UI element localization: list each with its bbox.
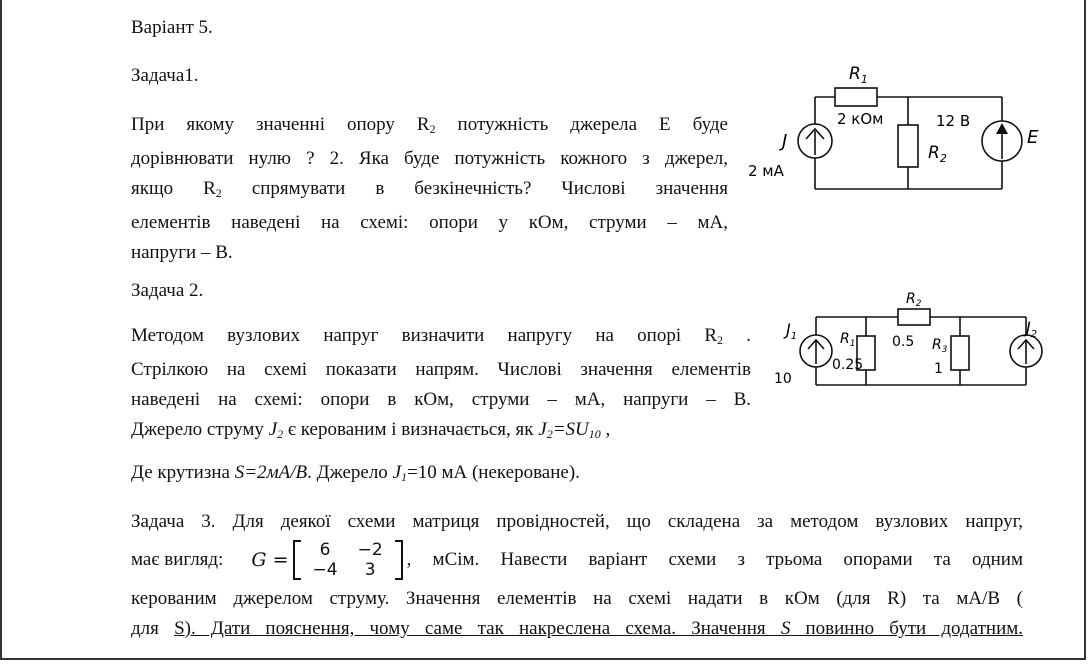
conductance-matrix: 6 −2 −4 3 bbox=[293, 540, 403, 580]
task3-line-2 bbox=[131, 538, 1023, 582]
circuit2-r3-label: $R_3$ bbox=[932, 337, 948, 355]
task2-heading: Задача 2. bbox=[131, 280, 204, 301]
circuit2-j2-label: $J_2$ bbox=[1026, 318, 1038, 340]
circuit1-r1-label: $R_1$ bbox=[849, 64, 868, 86]
circuit2-r3-value: 1 bbox=[934, 361, 943, 377]
task2-paragraph bbox=[131, 321, 751, 449]
task1-line-5: напруги – В. bbox=[131, 242, 233, 263]
task2-line-4: Джерело струму $J_2$ є керованим і визначається, як $J_2=SU_{10}$ , bbox=[131, 419, 611, 441]
circuit2-j1-value: 10 bbox=[774, 371, 792, 387]
circuit1-e-label: E bbox=[1027, 127, 1039, 148]
circuit2-r2-value: 0.5 bbox=[892, 334, 915, 350]
circuit2-r1-label: $R_1$ bbox=[840, 331, 856, 349]
task2-line-5: Де крутизна S=2мА/В. Джерело $J_1=10$ мА (некероване). bbox=[131, 462, 580, 484]
task3-line-2-tail: , мСім. Навести варіант схеми з трьома опорами та одним bbox=[406, 549, 1023, 570]
circuit-1-diagram bbox=[740, 55, 1055, 200]
task3-line-3: керованим джерелом струму. Значення елементів на схемі надати в кОм (для R) та мА/В ( bbox=[131, 588, 1023, 609]
circuit1-e-value: 12 В bbox=[936, 112, 971, 130]
circuit1-r1-resistor bbox=[835, 88, 877, 106]
task1-line-2: дорівнювати нулю ? 2. Яка буде потужність кожного з джерел, bbox=[131, 148, 728, 169]
task1-heading: Задача1. bbox=[131, 65, 199, 86]
task1-line-4: елементів наведені на схемі: опори у кОм, струми – мА, bbox=[131, 212, 728, 233]
circuit2-r1-value: 0.25 bbox=[832, 357, 864, 373]
task3-line-4: для S). Дати пояснення, чому саме так накреслена схема. Значення S повинно бути додатним. bbox=[131, 618, 1024, 639]
task1-line-1: При якому значенні опору $R_2$ потужність джерела Е буде bbox=[131, 114, 728, 136]
task2-line-1: Методом вузлових напруг визначити напругу на опорі $R_2$ . bbox=[131, 325, 751, 347]
task2-line-3: наведені на схемі: опори в кОм, струми – мА, напруги – В. bbox=[131, 389, 751, 410]
circuit2-r2-label: $R_2$ bbox=[906, 291, 922, 309]
circuit-2-diagram bbox=[770, 285, 1055, 395]
circuit2-j2-current-source-icon bbox=[1010, 335, 1042, 367]
circuit1-voltage-source-icon bbox=[982, 121, 1022, 161]
circuit2-j1-current-source-icon bbox=[800, 335, 832, 367]
task3-matrix-expression: має вигляд: G = 6 −2 −4 3 bbox=[131, 538, 407, 582]
task3-paragraph-2 bbox=[131, 584, 1023, 644]
task3-line-1: Задача 3. Для деякої схеми матриця провідностей, що складена за методом вузлових напруг, bbox=[131, 511, 1023, 532]
task1-paragraph bbox=[131, 110, 728, 268]
task3-paragraph bbox=[131, 507, 1023, 537]
task1-line-3: якщо $R_2$ спрямувати в безкінечність? Числові значення bbox=[131, 178, 728, 200]
circuit1-current-source-icon bbox=[798, 124, 832, 158]
circuit2-r3-resistor bbox=[951, 336, 969, 370]
circuit2-j1-label: $J_1$ bbox=[786, 320, 798, 342]
circuit1-j-label: J bbox=[782, 131, 788, 152]
variant-title: Варіант 5. bbox=[131, 17, 213, 38]
circuit1-r2-label: $R_2$ bbox=[928, 143, 947, 165]
circuit2-r2-resistor bbox=[898, 309, 930, 325]
circuit1-r1-value: 2 кОм bbox=[837, 110, 884, 128]
circuit1-r2-resistor bbox=[898, 125, 918, 167]
task2-line-2: Стрілкою на схемі показати напрям. Числові значення елементів bbox=[131, 359, 751, 380]
circuit1-j-value: 2 мА bbox=[748, 162, 784, 180]
